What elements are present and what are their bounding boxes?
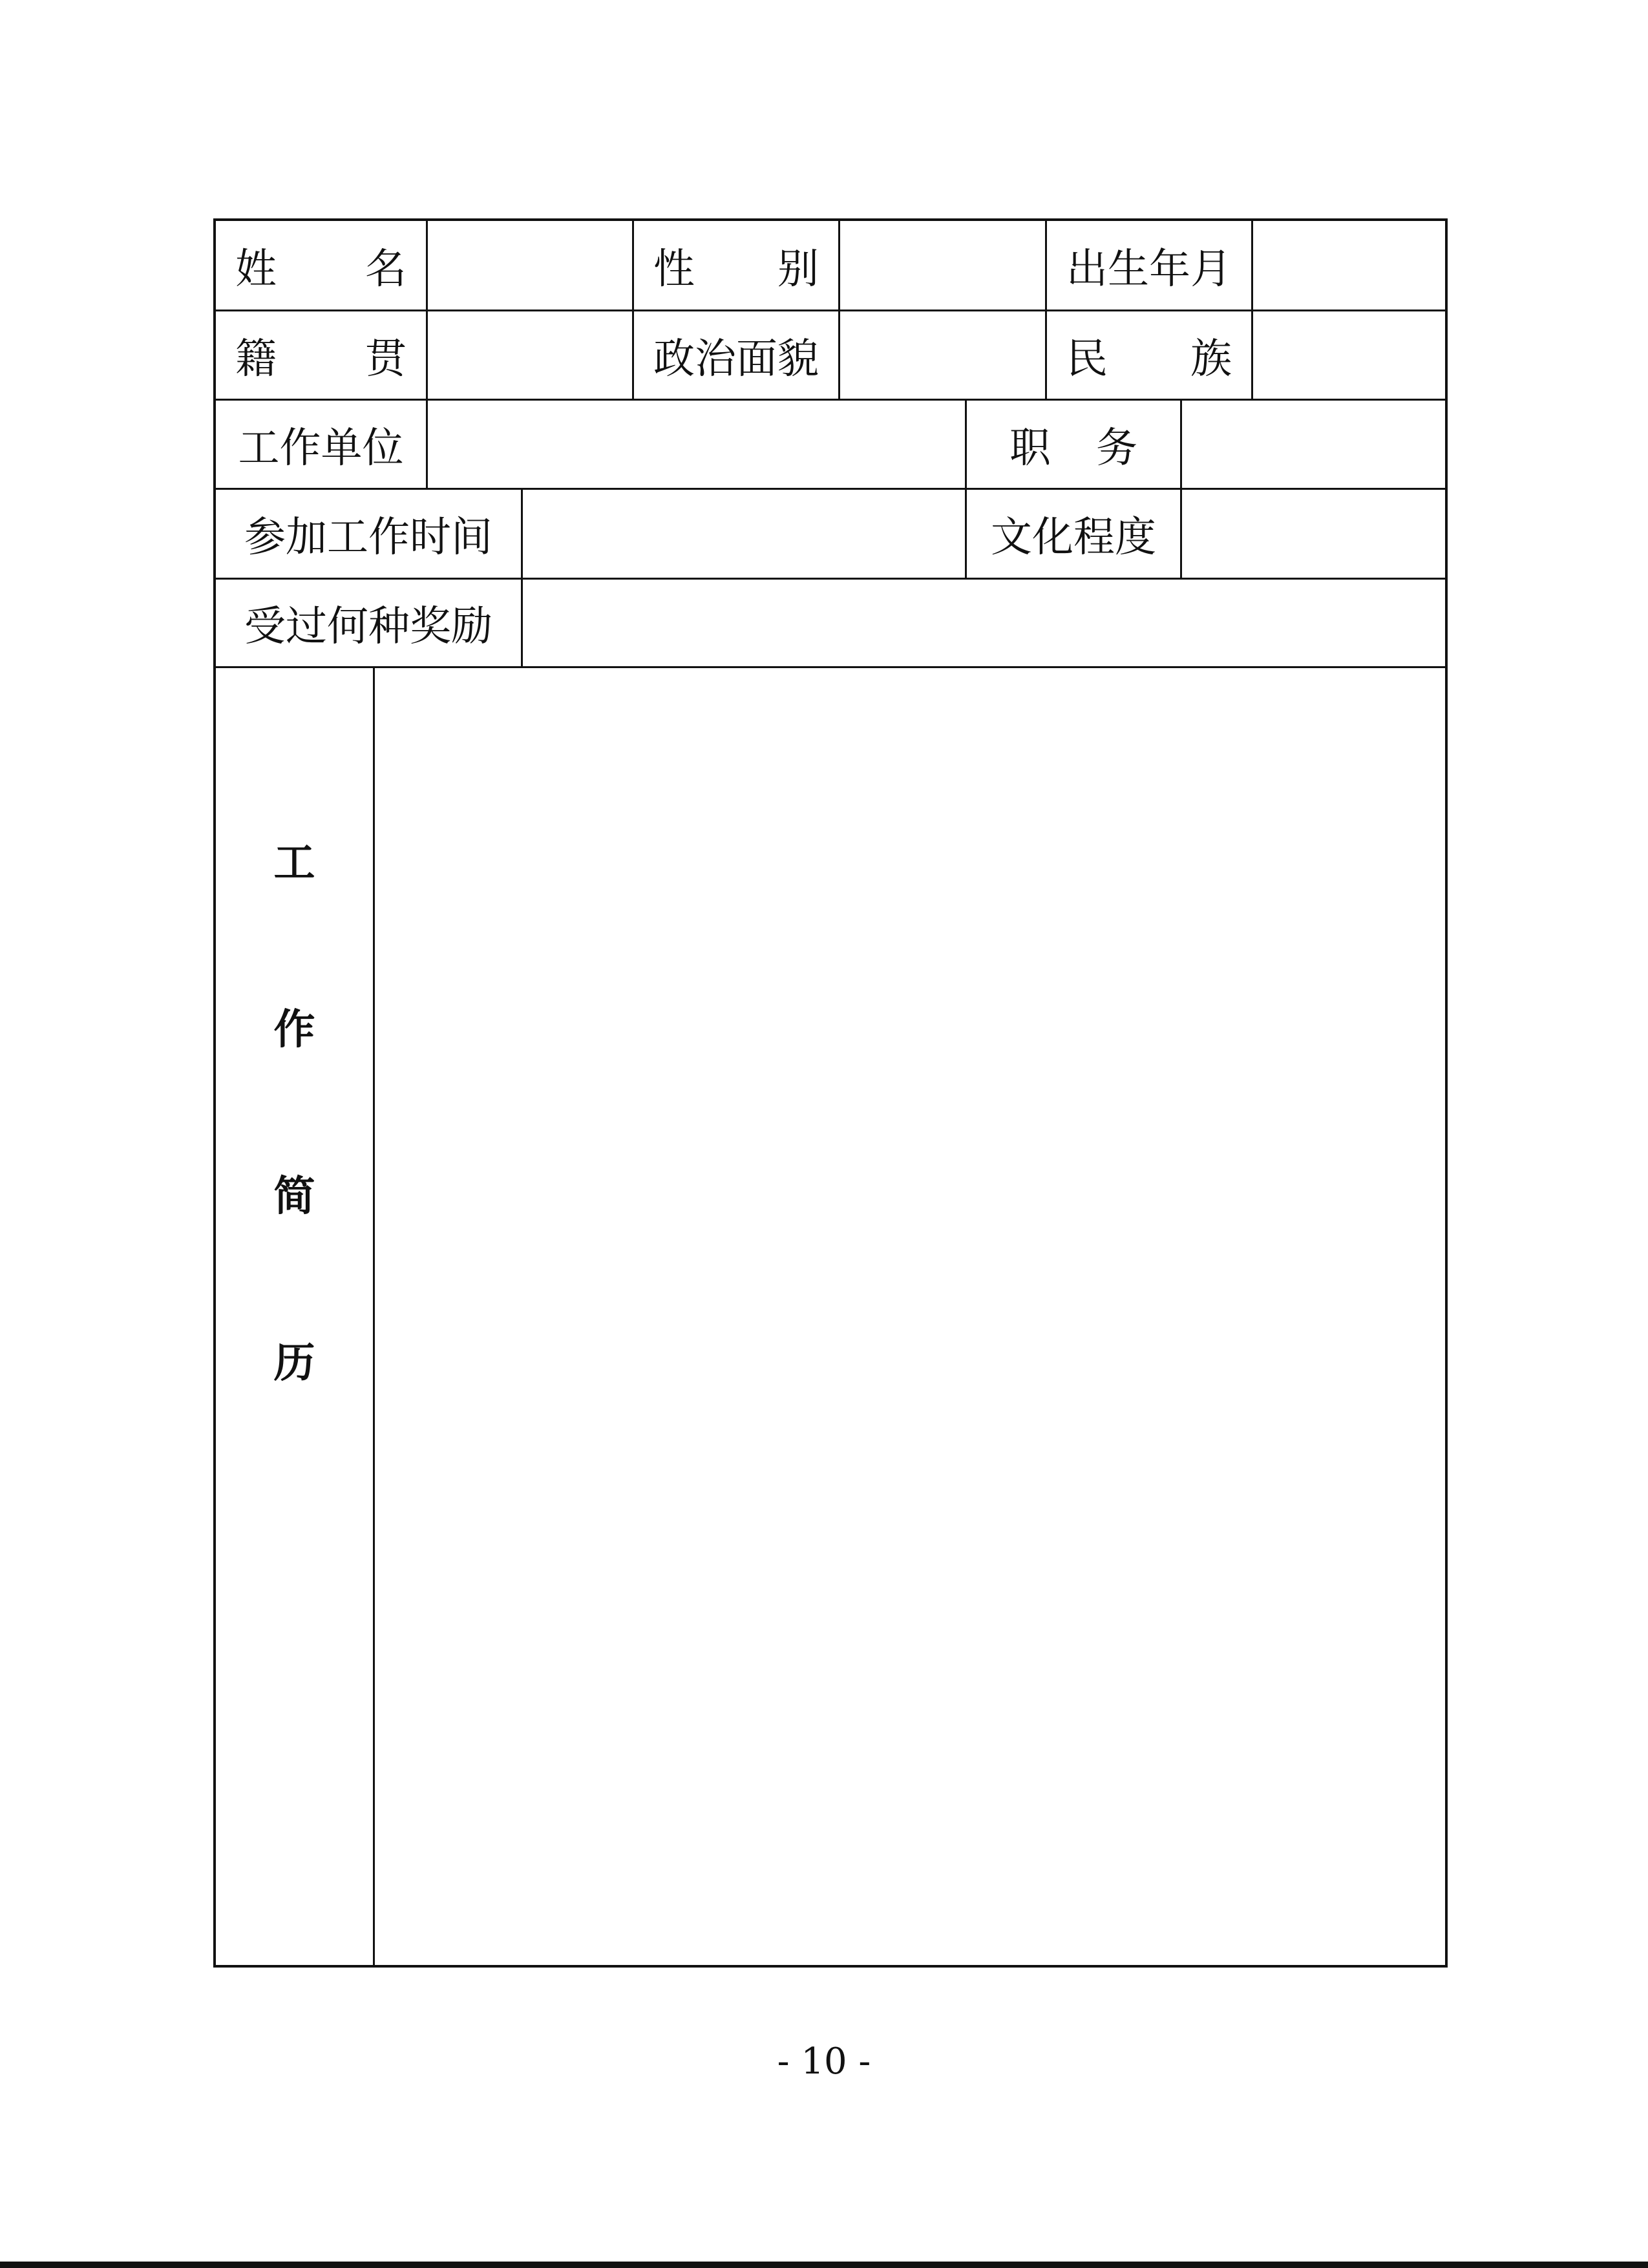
native-place-field[interactable]	[428, 311, 634, 401]
work-history-char: 作	[273, 1006, 315, 1054]
position-field[interactable]	[1182, 401, 1445, 490]
birth-date-field[interactable]	[1253, 221, 1445, 311]
gender-label: 性 别	[634, 221, 840, 311]
awards-field[interactable]	[523, 580, 1445, 668]
work-unit-field[interactable]	[428, 401, 967, 490]
birth-date-label: 出生年月	[1047, 221, 1253, 311]
name-field[interactable]	[428, 221, 634, 311]
native-place-label: 籍 贯	[216, 311, 428, 401]
awards-label: 受过何种奖励	[216, 580, 523, 668]
ethnicity-field[interactable]	[1253, 311, 1445, 401]
position-label: 职 务	[967, 401, 1182, 490]
education-level-field[interactable]	[1182, 490, 1445, 580]
work-history-label	[216, 668, 375, 1968]
political-status-label: 政治面貌	[634, 311, 840, 401]
work-history-char: 简	[273, 1173, 315, 1221]
scan-edge-line	[0, 2262, 1648, 2268]
work-unit-label: 工作单位	[216, 401, 428, 490]
ethnicity-label: 民 族	[1047, 311, 1253, 401]
gender-field[interactable]	[840, 221, 1047, 311]
education-level-label: 文化程度	[967, 490, 1182, 580]
work-history-char: 历	[273, 1339, 315, 1387]
page-number: - 10 -	[777, 2041, 871, 2083]
political-status-field[interactable]	[840, 311, 1047, 401]
start-work-date-field[interactable]	[523, 490, 967, 580]
work-history-char: 工	[273, 839, 315, 887]
name-label: 姓 名	[216, 221, 428, 311]
personnel-form-table	[213, 218, 1448, 1968]
work-history-field[interactable]	[375, 668, 1445, 1965]
start-work-date-label: 参加工作时间	[216, 490, 523, 580]
